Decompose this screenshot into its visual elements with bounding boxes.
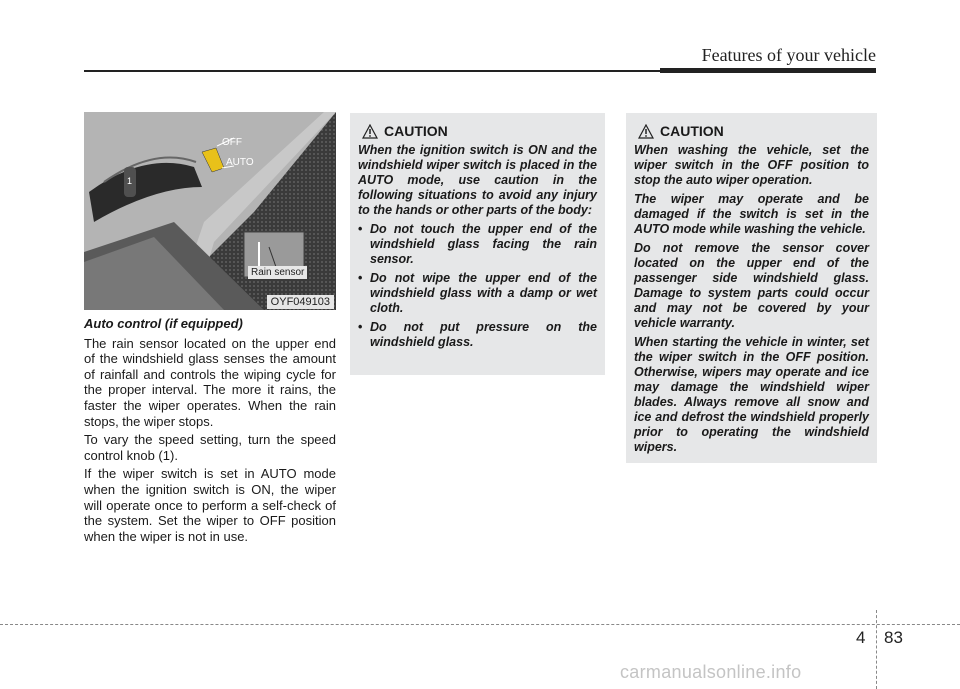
rain-sensor-label: Rain sensor (248, 266, 307, 279)
caution-box-sensor (350, 113, 605, 375)
footer-vertical-divider (876, 610, 877, 689)
header-rule-accent (660, 68, 876, 73)
caution-paragraph: When washing the vehicle, set the wiper switch in the OFF position to stop the auto wiper operation. (634, 143, 869, 187)
caution-paragraph: The wiper may operate and be damaged if the switch is set in the AUTO mode while washing the vehicle. (634, 192, 869, 236)
caution-intro: When the ignition switch is ON and the windshield wiper switch is placed in the AUTO mode, use caution in the following situations to avoid any injury to the hands or other parts of the body: (358, 143, 597, 217)
caution-bullet-text: Do not wipe the upper end of the windshield glass with a damp or wet cloth. (370, 271, 597, 315)
page-number: 83 (884, 628, 903, 647)
body-paragraph: The rain sensor located on the upper end of the windshield glass senses the amount of rainfall and controls the wiping cycle for the proper interval. The more it rains, the faster the wiper operates. When the rain stops, the wiper stops. (84, 335, 336, 429)
body-paragraph: To vary the speed setting, turn the speed control knob (1). (84, 432, 336, 463)
off-label: OFF (222, 137, 242, 148)
caution-bullet-text: Do not touch the upper end of the windshield glass facing the rain sensor. (370, 222, 597, 266)
warning-triangle-icon (638, 124, 654, 139)
wiper-figure (84, 112, 336, 310)
bullet-icon: • (358, 320, 363, 334)
section-number: 4 (856, 628, 866, 647)
figure-code: OYF049103 (267, 295, 334, 309)
caution-bullet (358, 320, 597, 350)
warning-triangle-icon (362, 124, 378, 139)
header-title: Features of your vehicle (701, 45, 876, 65)
caution-paragraph: When starting the vehicle in winter, set the wiper switch in the OFF position. Otherwise, wipers may operate and ice may damage the windshield wiper blades. Always remove all snow and ice and defrost the windshield properly prior to operating the windshield wipers. (634, 335, 869, 454)
bullet-icon: • (358, 271, 363, 285)
caution-title: CAUTION (660, 123, 724, 139)
caution-bullet (358, 271, 597, 316)
caution-title: CAUTION (384, 123, 448, 139)
caution-bullet (358, 222, 597, 267)
caution-header (358, 123, 597, 139)
watermark: carmanualsonline.info (620, 662, 802, 682)
caution-paragraph: Do not remove the sensor cover located on the upper end of the passenger side windshield glass. Damage to system parts could occur and may not be covered by your vehicle warranty. (634, 241, 869, 330)
auto-control-section (84, 316, 336, 547)
caution-bullet-text: Do not put pressure on the windshield glass. (370, 320, 597, 349)
body-paragraph: If the wiper switch is set in AUTO mode when the ignition switch is ON, the wiper will operate once to perform a self-check of the system. Set the wiper to OFF position when the wiper is not in use. (84, 466, 336, 544)
bullet-icon: • (358, 222, 363, 236)
auto-control-heading: Auto control (if equipped) (84, 316, 243, 331)
caution-box-washing (626, 113, 877, 463)
wiper-illustration (84, 112, 336, 310)
footer-divider (0, 624, 960, 625)
caution-header (634, 123, 869, 139)
auto-label: AUTO (226, 157, 254, 168)
svg-text:1: 1 (127, 176, 133, 186)
